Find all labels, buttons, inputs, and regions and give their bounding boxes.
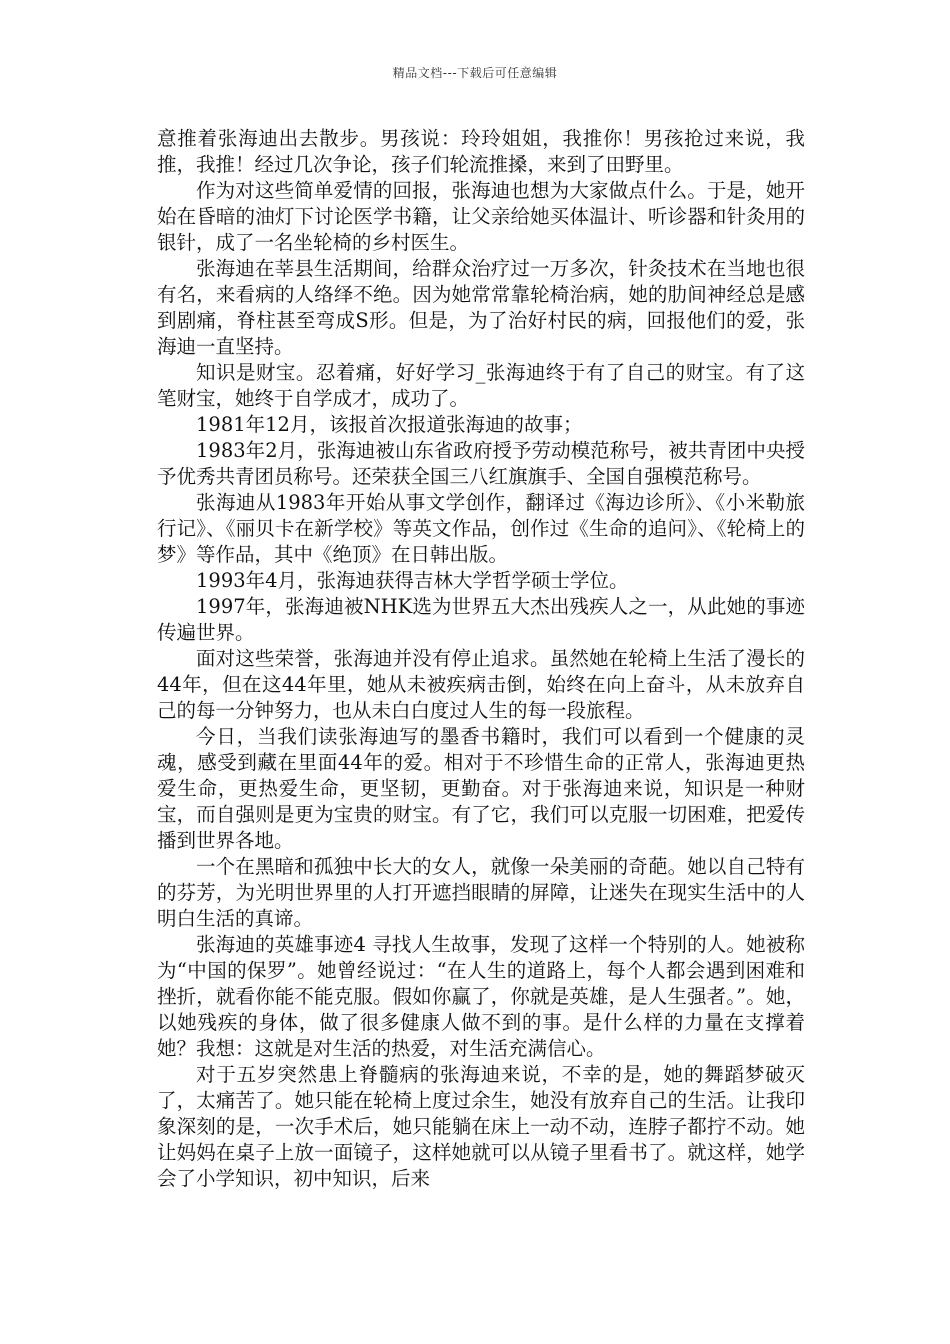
paragraph: 张海迪的英雄事迹4 寻找人生故事，发现了这样一个特别的人。她被称为“中国的保罗”。她曾经说过：“在人生的道路上，每个人都会遇到困难和挫折，就看你能不能克服。假如你赢了，你就是英雄，是人生强者。”。她，以她残疾的身体，做了很多健康人做不到的事。是什么样的力量在支撑着她？我想：这就是对生活的热爱，对生活充满信心。 bbox=[157, 933, 805, 1060]
page-header: 精品文档---下载后可任意编辑 bbox=[392, 66, 558, 80]
paragraph: 张海迪在莘县生活期间，给群众治疗过一万多次，针灸技术在当地也很有名，来看病的人络绎不绝。因为她常常靠轮椅治病，她的肋间神经总是感到剧痛，脊柱甚至弯成S形。但是，为了治好村民的病，回报他们的爱，张海迪一直坚持。 bbox=[157, 257, 805, 358]
paragraph: 一个在黑暗和孤独中长大的女人，就像一朵美丽的奇葩。她以自己特有的芬芳，为光明世界里的人打开遮挡眼睛的屏障，让迷失在现实生活中的人明白生活的真谛。 bbox=[157, 855, 805, 930]
paragraph: 对于五岁突然患上脊髓病的张海迪来说，不幸的是，她的舞蹈梦破灭了，太痛苦了。她只能在轮椅上度过余生，她没有放弃自己的生活。让我印象深刻的是，一次手术后，她只能躺在床上一动不动，连脖子都拧不动。她让妈妈在桌子上放一面镜子，这样她就可以从镜子里看书了。就这样，她学会了小学知识，初中知识，后来 bbox=[157, 1063, 805, 1190]
paragraph: 作为对这些简单爱情的回报，张海迪也想为大家做点什么。于是，她开始在昏暗的油灯下讨论医学书籍，让父亲给她买体温计、听诊器和针灸用的银针，成了一名坐轮椅的乡村医生。 bbox=[157, 179, 805, 254]
paragraph: 1997年，张海迪被NHK选为世界五大杰出残疾人之一，从此她的事迹传遍世界。 bbox=[157, 595, 805, 644]
paragraph: 今日，当我们读张海迪写的墨香书籍时，我们可以看到一个健康的灵魂，感受到藏在里面44年的爱。相对于不珍惜生命的正常人，张海迪更热爱生命，更热爱生命，更坚韧，更勤奋。对于张海迪来说，知识是一种财宝，而自强则是更为宝贵的财宝。有了它，我们可以克服一切困难，把爱传播到世界各地。 bbox=[157, 725, 805, 852]
document-body bbox=[157, 126, 805, 1192]
paragraph: 意推着张海迪出去散步。男孩说：玲玲姐姐，我推你！男孩抢过来说，我推，我推！经过几次争论，孩子们轮流推搡，来到了田野里。 bbox=[157, 127, 805, 176]
paragraph: 张海迪从1983年开始从事文学创作，翻译过《海边诊所》、《小米勒旅行记》、《丽贝卡在新学校》等英文作品，创作过《生命的追问》、《轮椅上的梦》等作品，其中《绝顶》在日韩出版。 bbox=[157, 491, 805, 566]
paragraph: 知识是财宝。忍着痛，好好学习_张海迪终于有了自己的财宝。有了这笔财宝，她终于自学成才，成功了。 bbox=[157, 361, 805, 410]
paragraph: 1993年4月，张海迪获得吉林大学哲学硕士学位。 bbox=[196, 569, 629, 592]
paragraph: 1983年2月，张海迪被山东省政府授予劳动模范称号，被共青团中央授予优秀共青团员称号。还荣获全国三八红旗旗手、全国自强模范称号。 bbox=[157, 439, 805, 488]
paragraph: 1981年12月，该报首次报道张海迪的故事； bbox=[196, 413, 583, 436]
paragraph: 面对这些荣誉，张海迪并没有停止追求。虽然她在轮椅上生活了漫长的44年，但在这44年里，她从未被疾病击倒，始终在向上奋斗，从未放弃自己的每一分钟努力，也从未白白度过人生的每一段旅程。 bbox=[157, 647, 805, 722]
